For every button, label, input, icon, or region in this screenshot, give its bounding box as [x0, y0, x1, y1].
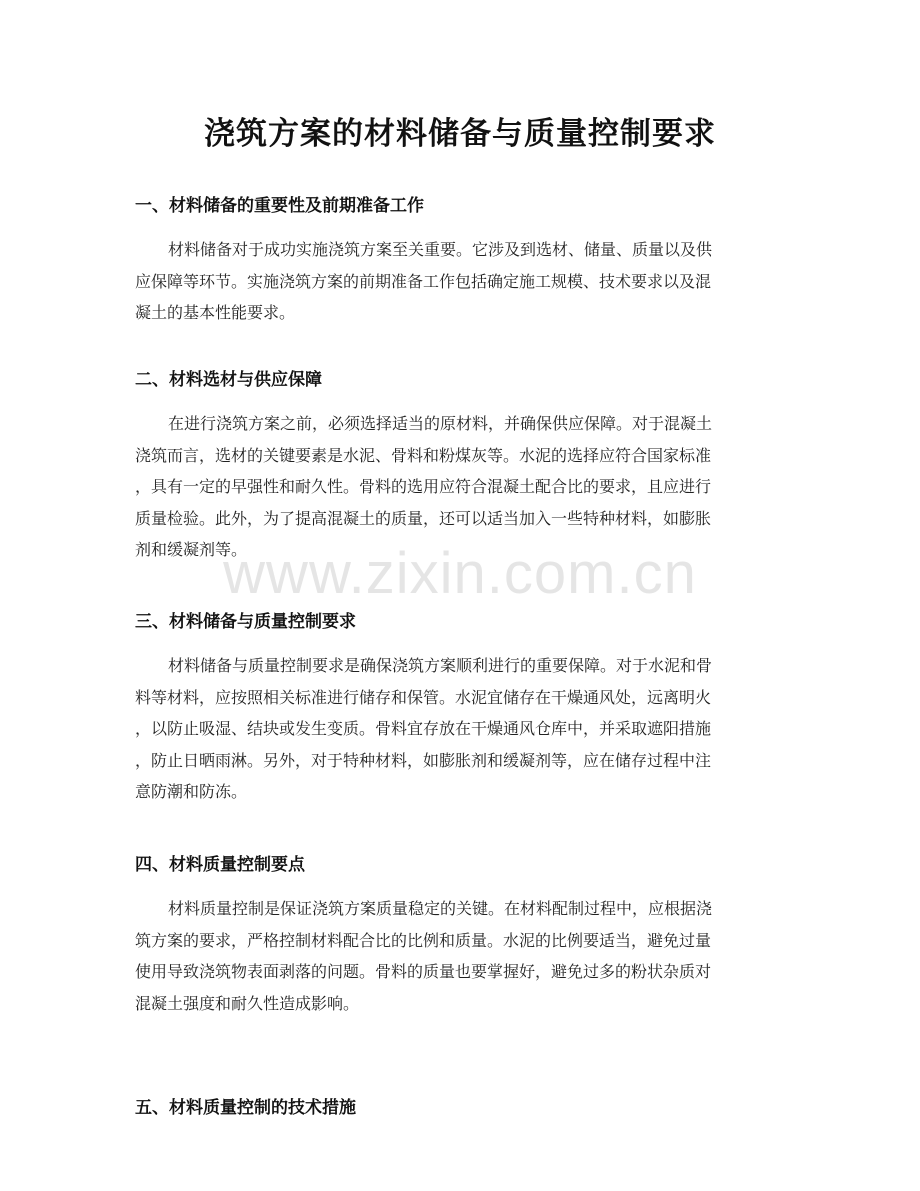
paragraph-line: 使用导致浇筑物表面剥落的问题。骨料的质量也要掌握好，避免过多的粉状杂质对 [135, 962, 712, 981]
document-title: 浇筑方案的材料储备与质量控制要求 [204, 116, 716, 152]
paragraph-line: 应保障等环节。实施浇筑方案的前期准备工作包括确定施工规模、技术要求以及混 [135, 271, 712, 291]
paragraph-line: 料等材料，应按照相关标准进行储存和保管。水泥宜储存在干燥通风处，远离明火 [135, 687, 712, 707]
paragraph-line: 材料储备与质量控制要求是确保浇筑方案顺利进行的重要保障。对于水泥和骨 [168, 656, 713, 675]
paragraph-line: 质量检验。此外，为了提高混凝土的质量，还可以适当加入一些特种材料，如膨胀 [135, 508, 712, 528]
paragraph-line: ，防止日晒雨淋。另外，对于特种材料，如膨胀剂和缓凝剂等，应在储存过程中注 [135, 750, 712, 770]
watermark: www.zixin.com.cn [223, 541, 697, 606]
section-heading-2: 二、材料选材与供应保障 [135, 370, 322, 390]
section-paragraph-4 [135, 893, 790, 1019]
section-heading-4: 四、材料质量控制要点 [135, 855, 305, 875]
section-heading-3: 三、材料储备与质量控制要求 [135, 612, 356, 632]
paragraph-line: 凝土的基本性能要求。 [135, 303, 296, 322]
paragraph-line: 浇筑而言，选材的关键要素是水泥、骨料和粉煤灰等。水泥的选择应符合国家标准 [135, 445, 712, 465]
paragraph-line: 剂和缓凝剂等。 [135, 540, 248, 559]
paragraph-line: ，以防止吸湿、结块或发生变质。骨料宜存放在干燥通风仓库中，并采取遮阳措施 [135, 719, 712, 738]
section-paragraph-3 [135, 650, 790, 808]
paragraph-line: ，具有一定的早强性和耐久性。骨料的选用应符合混凝土配合比的要求，且应进行 [135, 477, 712, 496]
paragraph-line: 混凝土强度和耐久性造成影响。 [135, 993, 360, 1013]
section-paragraph-1 [135, 234, 790, 329]
paragraph-line: 意防潮和防冻。 [135, 782, 248, 801]
section-heading-1: 一、材料储备的重要性及前期准备工作 [135, 196, 424, 216]
paragraph-line: 在进行浇筑方案之前，必须选择适当的原材料，并确保供应保障。对于混凝土 [168, 414, 713, 433]
paragraph-line: 材料质量控制是保证浇筑方案质量稳定的关键。在材料配制过程中，应根据浇 [168, 899, 713, 918]
section-paragraph-2 [135, 408, 790, 566]
paragraph-line: 材料储备对于成功实施浇筑方案至关重要。它涉及到选材、储量、质量以及供 [168, 240, 713, 259]
paragraph-line: 筑方案的要求，严格控制材料配合比的比例和质量。水泥的比例要适当，避免过量 [135, 930, 712, 950]
section-heading-5: 五、材料质量控制的技术措施 [135, 1098, 356, 1118]
